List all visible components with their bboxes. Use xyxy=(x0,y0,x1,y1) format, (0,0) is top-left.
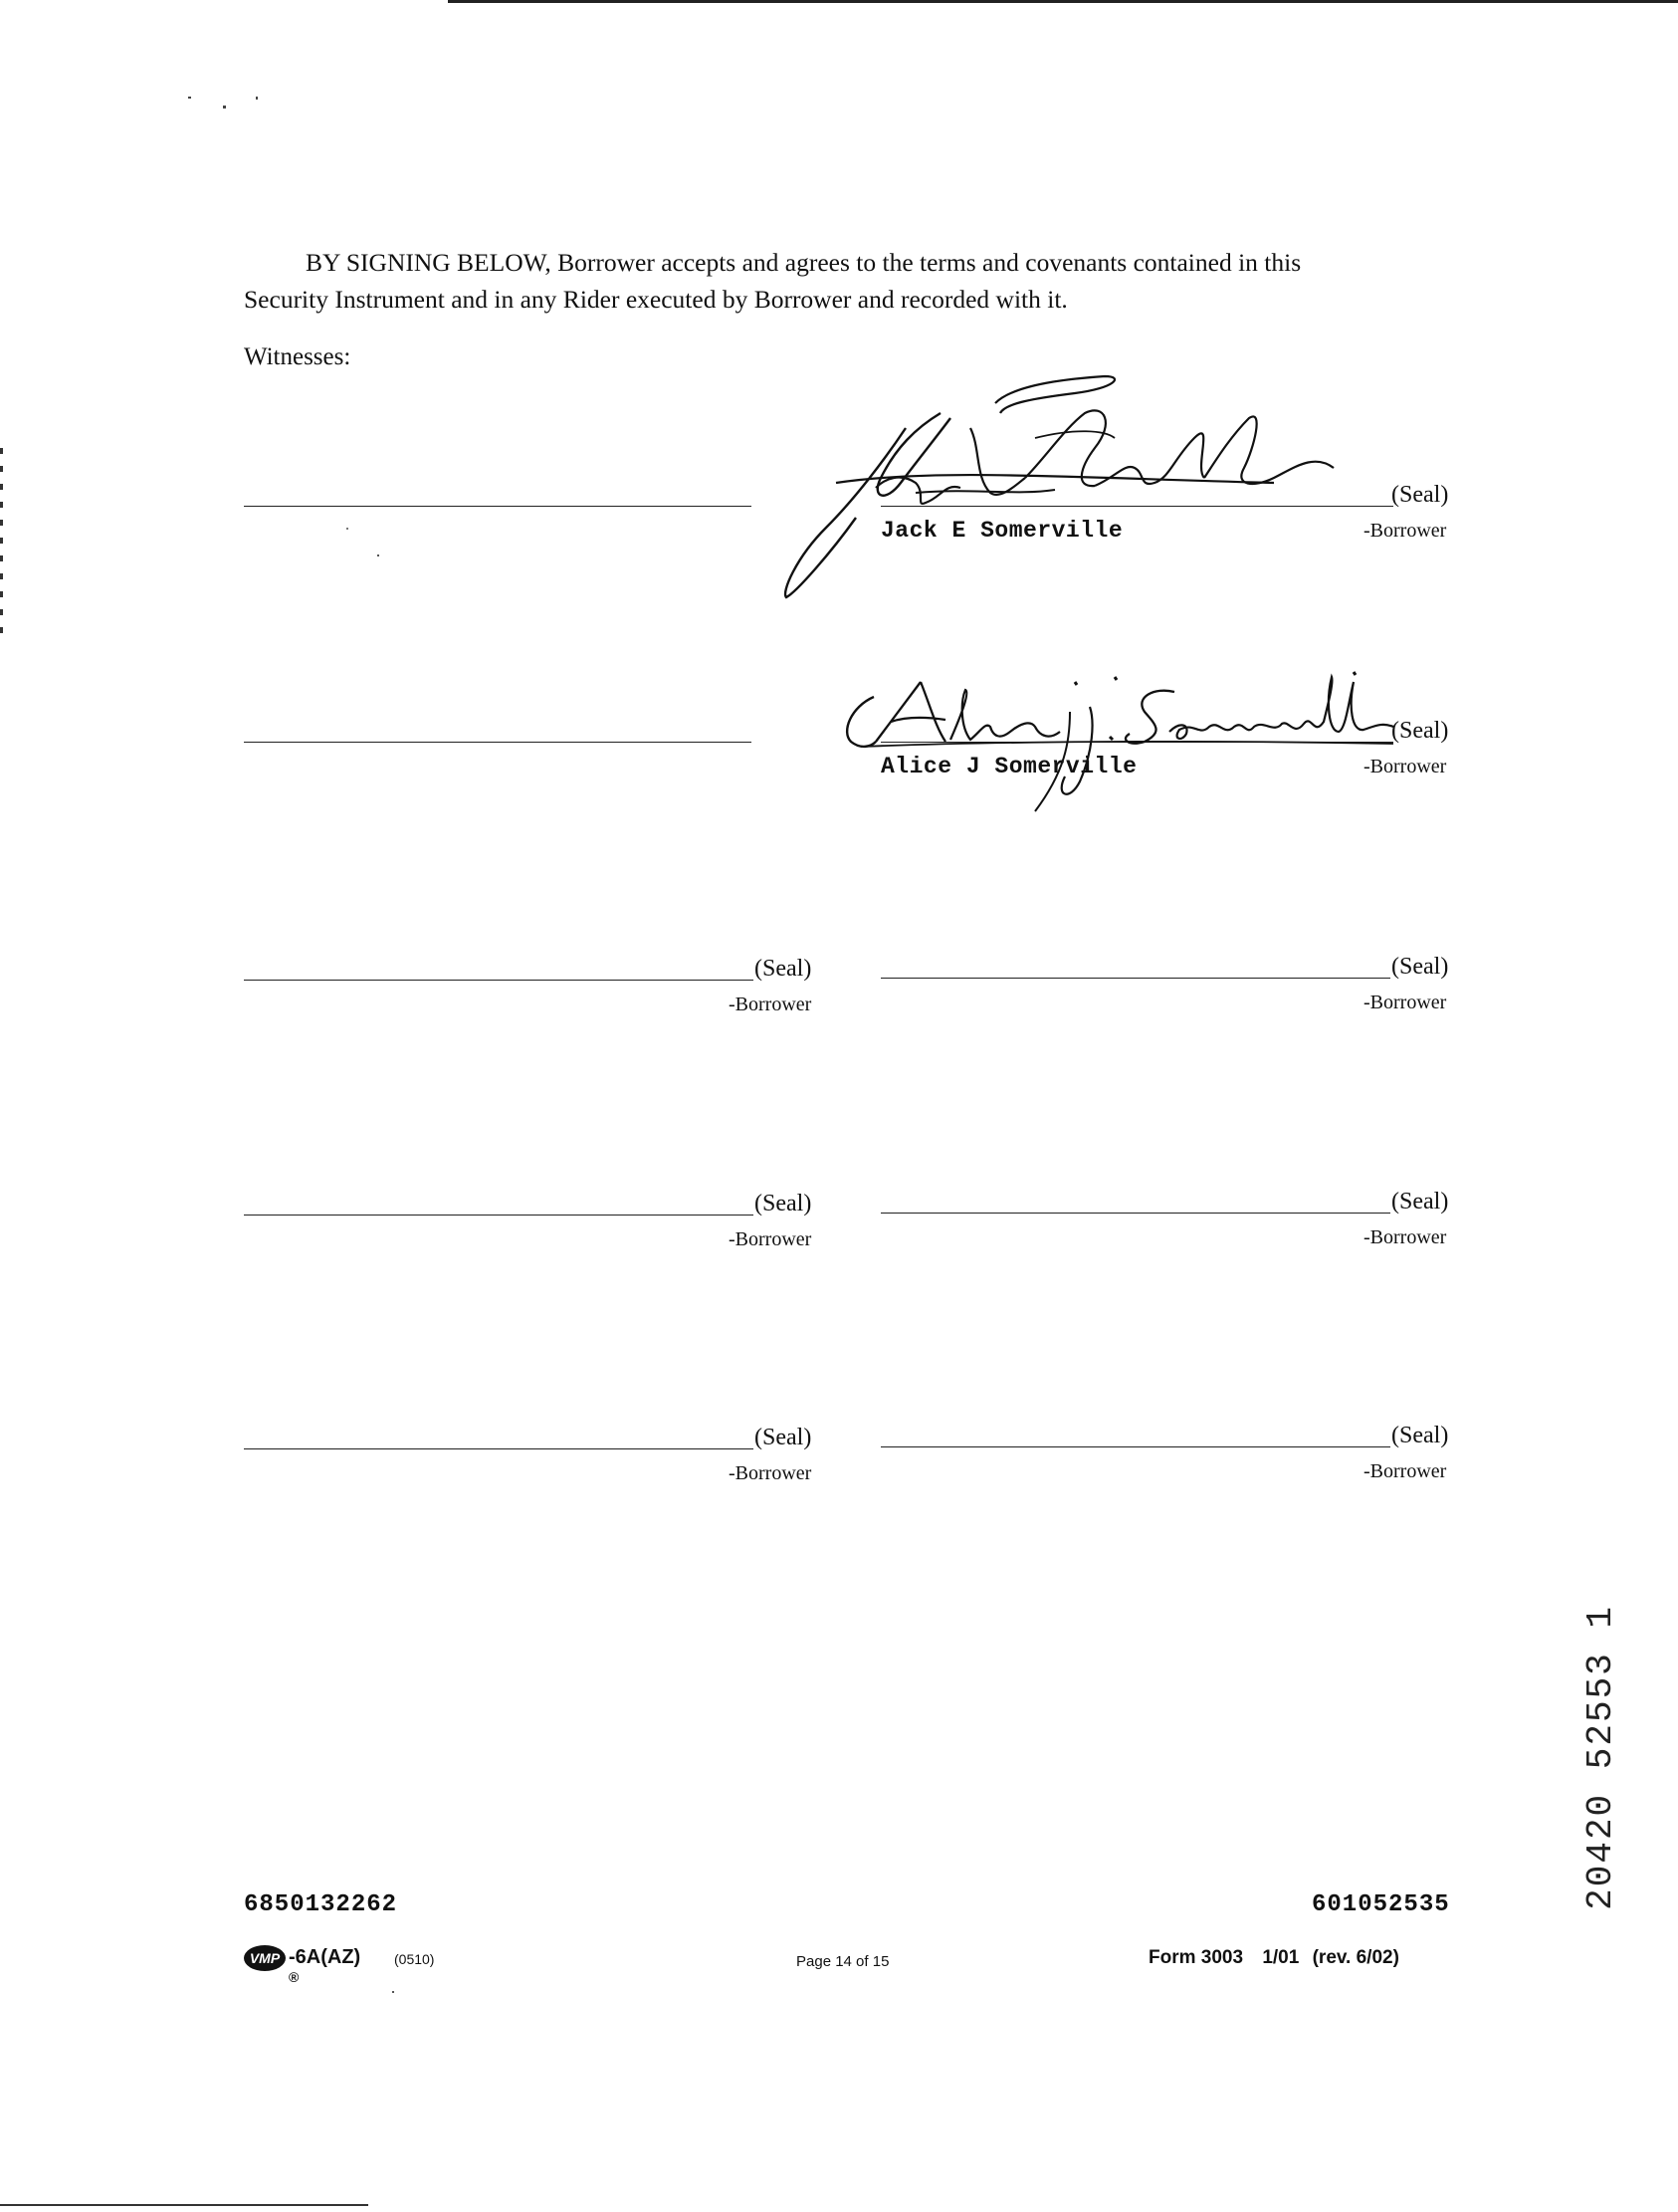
witnesses-label: Witnesses: xyxy=(244,343,351,370)
form-identifier xyxy=(1149,1947,1399,1969)
loan-number-right: 601052535 xyxy=(1312,1891,1450,1918)
seal-label: (Seal) xyxy=(1391,482,1449,508)
borrower-signature-line xyxy=(881,978,1390,979)
agreement-paragraph xyxy=(244,244,1458,318)
scan-speck xyxy=(223,106,226,109)
scan-speck xyxy=(392,1991,394,1993)
form-revision: (rev. 6/02) xyxy=(1312,1947,1399,1968)
borrower-role: -Borrower xyxy=(1363,1460,1447,1482)
scan-edge xyxy=(448,0,1678,3)
borrower-role: -Borrower xyxy=(729,994,812,1015)
seal-label: (Seal) xyxy=(754,1191,812,1217)
form-code-revision: (0510) xyxy=(394,1951,435,1967)
borrower-signature-line xyxy=(881,1213,1390,1214)
borrower-signature-line xyxy=(244,1448,753,1449)
seal-label: (Seal) xyxy=(754,956,812,982)
scan-speck xyxy=(188,97,191,99)
borrower-signature-line xyxy=(244,980,753,981)
form-name: Form 3003 xyxy=(1149,1947,1244,1968)
seal-label: (Seal) xyxy=(1391,1423,1449,1448)
borrower-signature-line xyxy=(881,1446,1390,1447)
page-number: Page 14 of 15 xyxy=(796,1953,890,1970)
alice-signature xyxy=(836,662,1413,831)
scan-speck xyxy=(256,97,258,100)
witness-signature-line xyxy=(244,506,751,507)
borrower-name: Alice J Somerville xyxy=(881,754,1138,779)
form-date: 1/01 xyxy=(1262,1947,1300,1968)
borrower-role: -Borrower xyxy=(1363,992,1447,1013)
loan-number-left: 6850132262 xyxy=(244,1891,398,1918)
borrower-role: -Borrower xyxy=(729,1228,812,1250)
seal-label: (Seal) xyxy=(1391,718,1449,744)
borrower-role: -Borrower xyxy=(1363,756,1447,777)
recording-stamp: 20420 52553 1 xyxy=(1580,1605,1621,1910)
seal-label: (Seal) xyxy=(1391,954,1449,980)
agreement-paragraph-line2: Security Instrument and in any Rider executed by Borrower and recorded with it. xyxy=(244,285,1068,314)
witness-signature-line xyxy=(244,742,751,743)
agreement-paragraph-line1: BY SIGNING BELOW, Borrower accepts and agrees to the terms and covenants contained in this xyxy=(306,248,1302,277)
scan-speck xyxy=(377,554,379,556)
borrower-role: -Borrower xyxy=(729,1462,812,1484)
borrower-name: Jack E Somerville xyxy=(881,518,1124,544)
registered-mark-icon: ® xyxy=(289,1969,300,1985)
seal-label: (Seal) xyxy=(754,1425,812,1450)
borrower-role: -Borrower xyxy=(1363,1226,1447,1248)
seal-label: (Seal) xyxy=(1391,1189,1449,1215)
form-code: -6A(AZ) xyxy=(289,1946,361,1968)
scan-speck xyxy=(346,528,348,530)
borrower-role: -Borrower xyxy=(1363,520,1447,542)
jack-signature xyxy=(776,368,1373,607)
scan-edge xyxy=(0,2204,368,2206)
vmp-logo: VMP xyxy=(244,1945,286,1971)
borrower-signature-line xyxy=(244,1215,753,1216)
scan-edge xyxy=(0,448,3,637)
